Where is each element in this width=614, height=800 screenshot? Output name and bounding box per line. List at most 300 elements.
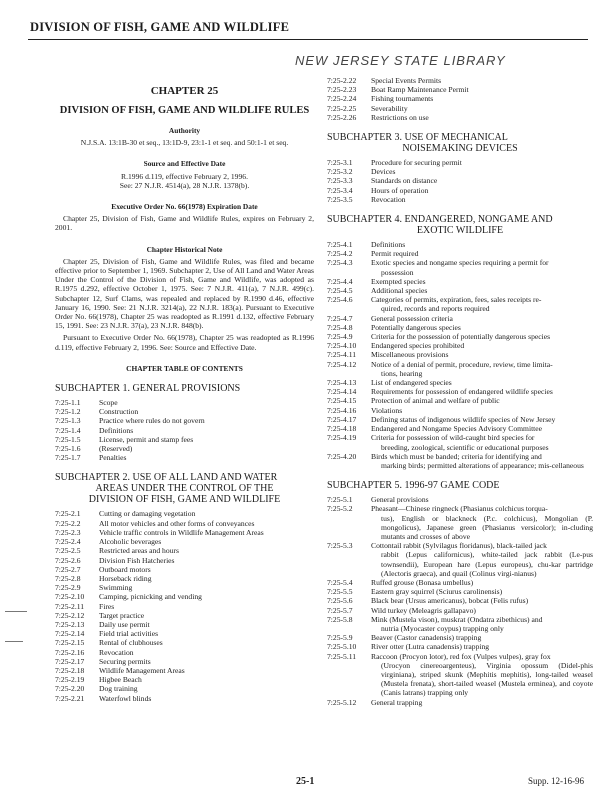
section-number: 7:25-5.9	[327, 633, 353, 643]
section-title	[99, 426, 314, 435]
section-title-text: General trapping	[371, 697, 423, 707]
section-title-text: Division Fish Hatcheries	[99, 555, 175, 565]
toc-entry	[55, 444, 314, 453]
section-number: 7:25-4.16	[327, 405, 357, 415]
section-number: 7:25-4.7	[327, 313, 353, 323]
section-title	[371, 378, 593, 387]
section-number: 7:25-5.12	[327, 697, 357, 707]
toc-entry	[327, 323, 593, 332]
toc-entry	[327, 406, 593, 415]
section-number: 7:25-4.5	[327, 286, 353, 296]
section-number: 7:25-5.6	[327, 596, 353, 606]
section-number: 7:25-1.3	[55, 416, 81, 426]
section-title-text: Alcoholic beverages	[99, 537, 162, 547]
subchapter-2-list-continued	[327, 76, 593, 122]
chapter-title: DIVISION OF FISH, GAME AND WILDLIFE RULES	[59, 105, 310, 116]
section-title	[371, 240, 593, 249]
toc-entry	[55, 407, 314, 416]
toc-entry	[55, 509, 314, 518]
subchapter-5-list	[327, 495, 593, 707]
section-title-text: Dog training	[99, 684, 138, 694]
toc-entry	[327, 94, 593, 103]
toc-entry	[327, 295, 593, 313]
toc-entry	[327, 606, 593, 615]
authority-text: N.J.S.A. 13:1B-30 et seq., 13:1D-9, 23:1-1 et seq. and 50:1-1 et seq.	[80, 138, 289, 148]
section-number: 7:25-5.2	[327, 504, 353, 514]
section-number: 7:25-5.3	[327, 541, 353, 551]
toc-entry	[55, 528, 314, 537]
section-number: 7:25-5.8	[327, 614, 353, 624]
toc-entry	[327, 596, 593, 605]
section-title	[99, 407, 314, 416]
toc-entry	[327, 195, 593, 204]
section-title-text: Outboard motors	[99, 564, 151, 574]
subchapter-1-list	[55, 398, 314, 462]
section-title-text: Exempted species	[371, 276, 426, 286]
section-title	[99, 528, 314, 537]
toc-entry	[327, 633, 593, 642]
section-number: 7:25-2.2	[55, 518, 81, 528]
section-title	[371, 113, 593, 122]
section-title	[371, 195, 593, 204]
section-title-continuation: quired, records and reports required	[381, 304, 490, 314]
section-number: 7:25-5.11	[327, 651, 357, 661]
toc-entry	[327, 698, 593, 707]
toc-entry	[327, 186, 593, 195]
section-title-text: Pheasant—Chinese ringneck (Phasianus colchicus torqua-	[371, 504, 548, 514]
toc-entry	[55, 574, 314, 583]
toc-entry	[55, 666, 314, 675]
section-title	[99, 675, 314, 684]
toc-entry	[55, 398, 314, 407]
section-title	[371, 541, 593, 578]
section-number: 7:25-2.19	[55, 675, 85, 685]
toc-entry	[55, 583, 314, 592]
subchapter-2-heading-line-3: DIVISION OF FISH, GAME AND WILDLIFE	[88, 494, 281, 506]
section-number: 7:25-3.4	[327, 185, 353, 195]
toc-entry	[327, 433, 593, 451]
section-title-text: Higbee Beach	[99, 675, 142, 685]
section-title-text: Categories of permits, expiration, fees, sales receipts re-	[371, 295, 542, 305]
section-title-text: Vehicle traffic controls in Wildlife Management Areas	[99, 527, 264, 537]
toc-entry	[327, 387, 593, 396]
toc-entry	[55, 537, 314, 546]
toc-entry	[55, 565, 314, 574]
section-number: 7:25-2.16	[55, 647, 85, 657]
section-title-continuation: nutria (Myocaster coypus) trapping only	[381, 623, 504, 633]
section-title	[99, 602, 314, 611]
section-title	[371, 350, 593, 359]
toc-entry	[55, 638, 314, 647]
toc-entry	[327, 495, 593, 504]
toc-entry	[327, 504, 593, 541]
section-title	[99, 435, 314, 444]
section-number: 7:25-2.13	[55, 619, 85, 629]
section-title-text: Waterfowl blinds	[99, 693, 152, 703]
section-title-text: Violations	[371, 405, 403, 415]
section-title-text: Endangered and Nongame Species Advisory Committee	[371, 424, 543, 434]
section-title-text: Restrictions on use	[371, 112, 429, 122]
toc-entry	[327, 286, 593, 295]
section-title-text: Additional species	[371, 286, 428, 296]
section-title-text: River otter (Lutra canadensis) trapping	[371, 642, 490, 652]
toc-heading: CHAPTER TABLE OF CONTENTS	[126, 363, 243, 373]
toc-entry	[55, 694, 314, 703]
section-title	[99, 611, 314, 620]
section-number: 7:25-4.2	[327, 249, 353, 259]
toc-entry	[327, 396, 593, 405]
section-number: 7:25-4.6	[327, 295, 353, 305]
section-title	[99, 657, 314, 666]
section-title	[371, 158, 593, 167]
section-title-text: Requirements for possession of endangered wildlife species	[371, 387, 553, 397]
subchapter-4-heading-line-1: SUBCHAPTER 4. ENDANGERED, NONGAME AND	[327, 214, 553, 226]
subchapter-4-heading	[327, 214, 593, 236]
section-number: 7:25-1.6	[55, 444, 81, 454]
section-number: 7:25-2.21	[55, 693, 85, 703]
section-number: 7:25-1.1	[55, 398, 81, 408]
subchapter-2-heading	[55, 472, 314, 505]
section-title-text: Hours of operation	[371, 185, 429, 195]
toc-entry	[327, 314, 593, 323]
toc-entry	[327, 652, 593, 698]
section-number: 7:25-1.7	[55, 453, 81, 463]
section-number: 7:25-4.19	[327, 433, 357, 443]
section-number: 7:25-2.24	[327, 94, 357, 104]
section-title-text: Daily use permit	[99, 619, 150, 629]
section-title	[99, 398, 314, 407]
right-column	[327, 76, 593, 707]
section-title	[371, 76, 593, 85]
section-title	[371, 85, 593, 94]
toc-entry	[327, 104, 593, 113]
toc-entry	[55, 611, 314, 620]
toc-entry	[327, 587, 593, 596]
section-title	[371, 452, 593, 470]
source-line-2: See: 27 N.J.R. 4514(a), 28 N.J.R. 1378(b).	[119, 180, 250, 190]
toc-entry	[55, 519, 314, 528]
section-number: 7:25-4.11	[327, 350, 357, 360]
toc-entry	[327, 378, 593, 387]
toc-entry	[327, 76, 593, 85]
section-number: 7:25-1.2	[55, 407, 81, 417]
section-number: 7:25-2.4	[55, 537, 81, 547]
section-title	[371, 396, 593, 405]
section-title-text: Mink (Mustela vison), muskrat (Ondatra zibethicus) and	[371, 614, 543, 624]
section-title	[371, 633, 593, 642]
section-title	[371, 596, 593, 605]
subchapter-3-list	[327, 158, 593, 204]
section-title	[99, 583, 314, 592]
toc-entry	[327, 249, 593, 258]
section-title-text: Cottontail rabbit (Sylvilagus floridanus), black-tailed jack	[371, 541, 547, 551]
section-title-text: Black bear (Ursus americanus), bobcat (Felis rufus)	[371, 596, 529, 606]
section-title-text: Criteria for the possession of potentially dangerous species	[371, 332, 551, 342]
section-title-text: Definitions	[99, 425, 134, 435]
section-title	[371, 295, 593, 313]
section-number: 7:25-2.9	[55, 583, 81, 593]
toc-entry	[55, 453, 314, 462]
section-number: 7:25-2.8	[55, 573, 81, 583]
subchapter-2-list	[55, 509, 314, 702]
section-title	[371, 167, 593, 176]
toc-entry	[55, 620, 314, 629]
section-title-continuation: tus), English or blackneck (P.c. colchicus), Mongolian (P. mongolicus), Japanese green (Phasianus versicolor); in-cluding mutants and crosses of above	[381, 513, 593, 541]
toc-entry	[55, 602, 314, 611]
section-number: 7:25-2.23	[327, 85, 357, 95]
section-title-text: Eastern gray squirrel (Sciurus carolinensis)	[371, 587, 503, 597]
history-paragraph-2: Pursuant to Executive Order No. 66(1978), Chapter 25 was readopted as R.1996 d.119, effective February 2, 1996. See: Source and Effective Date.	[55, 333, 314, 352]
section-title	[371, 433, 593, 451]
toc-entry	[327, 541, 593, 578]
section-title	[99, 556, 314, 565]
section-title	[371, 104, 593, 113]
section-title-text: Definitions	[371, 240, 406, 250]
subchapter-4-list	[327, 240, 593, 470]
section-title-text: Rental of clubhouses	[99, 638, 163, 648]
section-number: 7:25-3.1	[327, 158, 353, 168]
toc-entry	[327, 578, 593, 587]
section-title-text: Notice of a denial of permit, procedure, review, time limita-	[371, 359, 553, 369]
section-number: 7:25-2.12	[55, 610, 85, 620]
eo-heading: Executive Order No. 66(1978) Expiration Date	[111, 202, 258, 212]
subchapter-3-heading	[327, 132, 593, 154]
section-number: 7:25-4.15	[327, 396, 357, 406]
section-title	[371, 578, 593, 587]
section-title-text: Target practice	[99, 610, 145, 620]
section-title	[99, 638, 314, 647]
section-number: 7:25-4.9	[327, 332, 353, 342]
section-title-continuation: marking birds; permitted alterations of appearance; mis-cellaneous	[381, 460, 584, 470]
section-title	[99, 694, 314, 703]
section-number: 7:25-4.18	[327, 424, 357, 434]
section-title-text: Protection of animal and welfare of public	[371, 396, 500, 406]
section-title	[371, 606, 593, 615]
section-title	[371, 323, 593, 332]
section-title	[371, 587, 593, 596]
section-title-text: Devices	[371, 167, 396, 177]
section-title-text: Swimming	[99, 583, 133, 593]
toc-entry	[327, 240, 593, 249]
section-title	[371, 424, 593, 433]
section-title	[99, 648, 314, 657]
section-number: 7:25-2.11	[55, 601, 85, 611]
section-number: 7:25-5.7	[327, 605, 353, 615]
toc-entry	[327, 415, 593, 424]
toc-entry	[327, 424, 593, 433]
section-number: 7:25-3.3	[327, 176, 353, 186]
toc-entry	[327, 615, 593, 633]
section-title	[371, 698, 593, 707]
toc-entry	[55, 556, 314, 565]
section-title-text: Severability	[371, 103, 408, 113]
section-title-text: Scope	[99, 398, 118, 408]
section-number: 7:25-4.20	[327, 451, 357, 461]
toc-entry	[55, 426, 314, 435]
running-head: DIVISION OF FISH, GAME AND WILDLIFE	[30, 20, 290, 34]
section-number: 7:25-2.14	[55, 629, 85, 639]
section-number: 7:25-2.5	[55, 546, 81, 556]
section-title-text: Penalties	[99, 453, 127, 463]
section-title-text: All motor vehicles and other forms of conveyances	[99, 518, 255, 528]
toc-entry	[55, 648, 314, 657]
section-title	[371, 415, 593, 424]
toc-entry	[327, 258, 593, 276]
section-title-continuation: possession	[381, 267, 414, 277]
section-title	[371, 94, 593, 103]
section-number: 7:25-2.17	[55, 656, 85, 666]
section-number: 7:25-5.4	[327, 577, 353, 587]
section-title-text: General possession criteria	[371, 313, 453, 323]
section-number: 7:25-2.6	[55, 555, 81, 565]
section-number: 7:25-3.5	[327, 194, 353, 204]
toc-entry	[55, 435, 314, 444]
subchapter-5-heading: SUBCHAPTER 5. 1996-97 GAME CODE	[327, 480, 500, 492]
section-title-text: Fires	[99, 601, 115, 611]
subchapter-2-heading-line-2: AREAS UNDER THE CONTROL OF THE	[95, 483, 274, 495]
section-number: 7:25-4.12	[327, 359, 357, 369]
margin-mark	[5, 611, 27, 612]
section-title	[99, 592, 314, 601]
toc-entry	[327, 642, 593, 651]
section-title	[371, 495, 593, 504]
section-number: 7:25-2.18	[55, 665, 85, 675]
toc-entry	[327, 360, 593, 378]
section-title-text: List of endangered species	[371, 378, 452, 388]
section-title-text: License, permit and stamp fees	[99, 434, 194, 444]
section-title-text: Permit required	[371, 249, 419, 259]
section-number: 7:25-1.5	[55, 434, 81, 444]
section-title-text: Birds which must be banded; criteria for identifying and	[371, 451, 542, 461]
section-title	[99, 620, 314, 629]
section-title	[371, 504, 593, 541]
section-title-text: Endangered species prohibited	[371, 341, 465, 351]
section-title-continuation: tions, hearing	[381, 368, 423, 378]
toc-entry	[327, 332, 593, 341]
toc-entry	[327, 167, 593, 176]
section-title-text: Ruffed grouse (Bonasa umbellus)	[371, 577, 474, 587]
section-number: 7:25-2.20	[55, 684, 85, 694]
toc-entry	[55, 416, 314, 425]
section-title-text: Boat Ramp Maintenance Permit	[371, 85, 469, 95]
section-title	[99, 416, 314, 425]
page-number: 25-1	[296, 776, 315, 787]
section-number: 7:25-2.22	[327, 76, 357, 85]
toc-entry	[327, 341, 593, 350]
section-title	[371, 642, 593, 651]
section-title-text: Potentially dangerous species	[371, 322, 461, 332]
header-rule	[28, 39, 588, 40]
section-number: 7:25-2.10	[55, 592, 85, 602]
section-title	[371, 249, 593, 258]
margin-mark	[5, 641, 23, 642]
section-number: 7:25-4.1	[327, 240, 353, 250]
section-title-text: Raccoon (Procyon lotor), red fox (Vulpes vulpes), gray fox	[371, 651, 551, 661]
section-title-text: Cutting or damaging vegetation	[99, 509, 196, 519]
toc-entry	[327, 176, 593, 185]
section-title-continuation: breeding, zoological, scientific or educational purposes	[381, 442, 549, 452]
history-heading: Chapter Historical Note	[146, 244, 223, 254]
section-title	[99, 537, 314, 546]
section-title	[371, 360, 593, 378]
section-title	[371, 387, 593, 396]
authority-heading: Authority	[168, 126, 201, 135]
section-title-text: Wild turkey (Meleagris gallapavo)	[371, 605, 476, 615]
section-number: 7:25-5.5	[327, 587, 353, 597]
left-column	[55, 84, 314, 703]
toc-entry	[327, 85, 593, 94]
section-title	[99, 519, 314, 528]
section-title-text: Defining status of indigenous wildlife species of New Jersey	[371, 414, 556, 424]
section-title-continuation: rabbit (Lepus californicus), white-tailed jack rabbit (Le-pus townsendii), European hare (Lepus europeus), chu-kar partridge (Alectoris graeca), and quail (Colinus virgi-nianus)	[381, 550, 593, 578]
toc-entry	[327, 452, 593, 470]
section-title	[99, 509, 314, 518]
section-title	[99, 453, 314, 462]
section-title	[371, 286, 593, 295]
subchapter-3-heading-line-1: SUBCHAPTER 3. USE OF MECHANICAL	[327, 132, 508, 144]
section-title	[99, 444, 314, 453]
supplement-date: Supp. 12-16-96	[528, 776, 584, 786]
section-number: 7:25-4.8	[327, 322, 353, 332]
section-title-text: Exotic species and nongame species requiring a permit for	[371, 258, 549, 268]
section-title	[99, 684, 314, 693]
section-title	[371, 176, 593, 185]
history-paragraph-1: Chapter 25, Division of Fish, Game and Wildlife Rules, was filed and became effective prior to September 1, 1969. Subchapter 2, Use of All Land and Water Areas Under the Control of the Division of Fish, Game and Wildlife, was adopted as R.1975 d.292, effective October 1, 1975. See: 7 N.J.R. 411(a), 7 N.J.R. 499(c). Subchapter 12, Surf Clams, was repealed and replaced by R.1990 d.46, effective January 16, 1990. See: 21 N.J.R. 3214(a), 22 N.J.R. 183(a). Pursuant to Executive Order No. 66(1978), Chapter 25 was readopted as R.1991 d.132, effective February 15, 1991. See: 23 N.J.R. 37(a), 23 N.J.R. 848(b).	[55, 256, 314, 331]
section-title	[371, 186, 593, 195]
section-title	[371, 615, 593, 633]
section-number: 7:25-4.4	[327, 276, 353, 286]
toc-entry	[55, 629, 314, 638]
toc-entry	[55, 546, 314, 555]
subchapter-3-heading-line-2: NOISEMAKING DEVICES	[402, 143, 518, 155]
section-title-text: Construction	[99, 407, 139, 417]
eo-text: Chapter 25, Division of Fish, Game and Wildlife Rules, expires on February 2, 2001.	[55, 214, 314, 233]
section-title-text: Revocation	[371, 194, 406, 204]
section-number: 7:25-3.2	[327, 167, 353, 177]
section-number: 7:25-2.15	[55, 638, 85, 648]
section-title-text: Practice where rules do not govern	[99, 416, 205, 426]
section-title	[99, 629, 314, 638]
toc-entry	[55, 592, 314, 601]
section-title-text: Beaver (Castor canadensis) trapping	[371, 633, 482, 643]
section-title	[99, 666, 314, 675]
section-title-text: Horseback riding	[99, 573, 152, 583]
section-title-text: General provisions	[371, 495, 429, 505]
toc-entry	[55, 684, 314, 693]
toc-entry	[327, 113, 593, 122]
section-title-continuation: (Urocyon cinereoargenteus), Virginia opossum (Didel-phis virginiana), striped skunk (Mephitis mephitis), long-tailed weasel (Mustela frenata), short-tailed weasel (Mustela erminea), and coyote (Canis latrans) trapping only	[381, 660, 593, 698]
section-number: 7:25-4.10	[327, 341, 357, 351]
section-title-text: Revocation	[99, 647, 134, 657]
section-title	[371, 314, 593, 323]
section-number: 7:25-1.4	[55, 425, 81, 435]
toc-entry	[327, 277, 593, 286]
section-title-text: Miscellaneous provisions	[371, 350, 449, 360]
section-title-text: Securing permits	[99, 656, 151, 666]
section-title-text: Procedure for securing permit	[371, 158, 462, 168]
source-line-1: R.1996 d.119, effective February 2, 1996.	[121, 171, 248, 181]
subchapter-2-heading-line-1: SUBCHAPTER 2. USE OF ALL LAND AND WATER	[55, 472, 278, 484]
toc-entry	[55, 657, 314, 666]
section-title-text: (Reserved)	[99, 444, 133, 454]
section-title-text: Wildlife Management Areas	[99, 665, 185, 675]
section-title	[99, 565, 314, 574]
section-title	[371, 652, 593, 698]
section-title-text: Criteria for possession of wild-caught bird species for	[371, 433, 535, 443]
section-number: 7:25-2.26	[327, 112, 357, 122]
chapter-number: CHAPTER 25	[150, 85, 219, 97]
section-title-text: Field trial activities	[99, 629, 159, 639]
